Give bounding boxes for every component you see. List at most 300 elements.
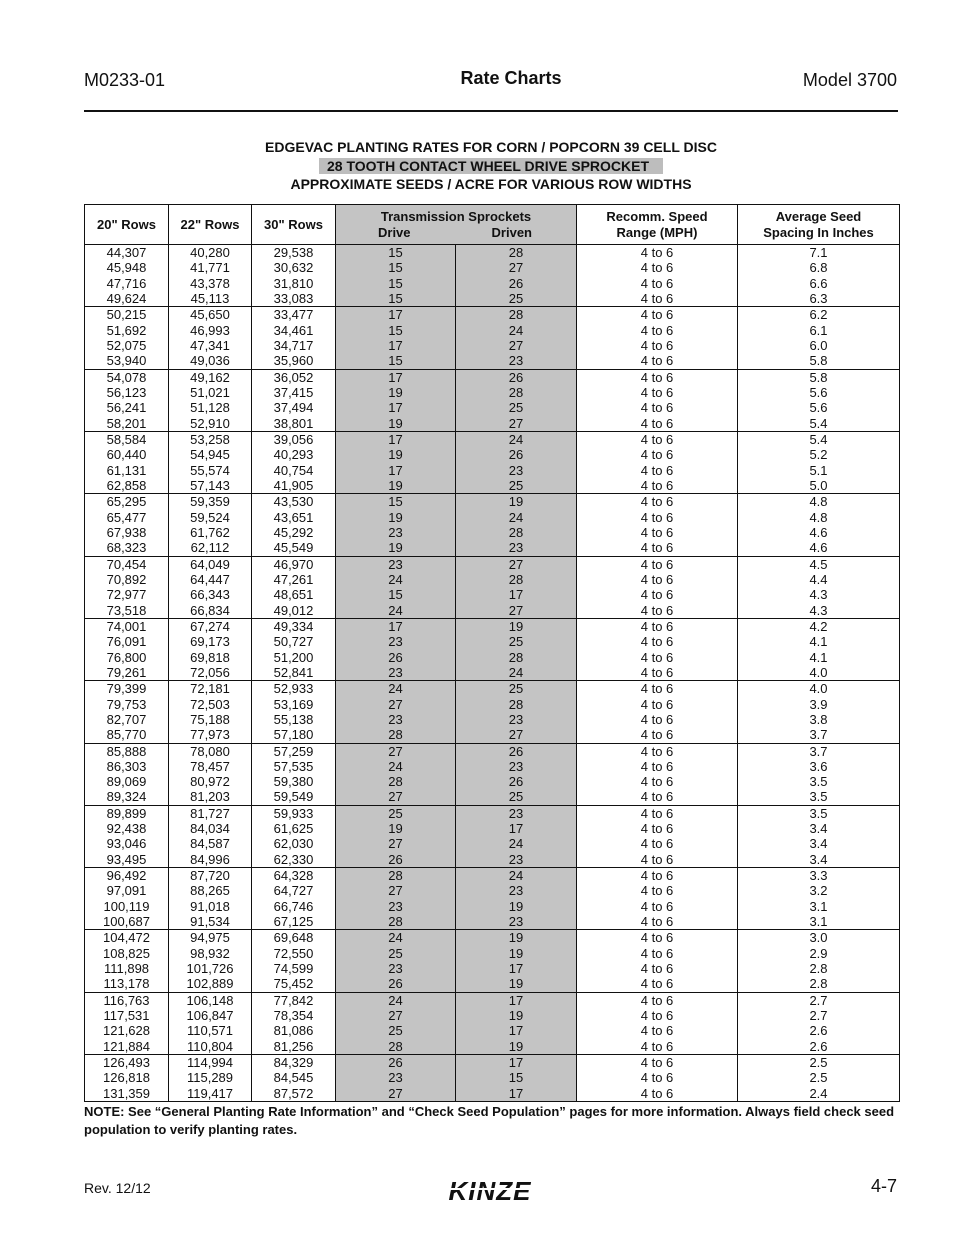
table-row bbox=[85, 400, 900, 415]
cell-rows-20: 117,531 bbox=[85, 1008, 169, 1023]
cell-drive: 17 bbox=[336, 431, 456, 447]
cell-rows-30: 33,083 bbox=[252, 291, 336, 307]
cell-rows-22: 69,173 bbox=[169, 634, 252, 649]
cell-drive: 27 bbox=[336, 789, 456, 805]
cell-spacing: 2.7 bbox=[738, 1008, 900, 1023]
cell-rows-20: 89,899 bbox=[85, 805, 169, 821]
cell-drive: 19 bbox=[336, 385, 456, 400]
cell-speed: 4 to 6 bbox=[577, 976, 738, 992]
cell-spacing: 4.8 bbox=[738, 494, 900, 510]
cell-speed: 4 to 6 bbox=[577, 603, 738, 619]
table-row bbox=[85, 291, 900, 307]
cell-rows-22: 51,021 bbox=[169, 385, 252, 400]
cell-driven: 17 bbox=[456, 1023, 577, 1038]
cell-rows-20: 111,898 bbox=[85, 961, 169, 976]
cell-rows-20: 121,628 bbox=[85, 1023, 169, 1038]
cell-spacing: 3.1 bbox=[738, 899, 900, 914]
cell-driven: 19 bbox=[456, 976, 577, 992]
table-row bbox=[85, 665, 900, 681]
cell-rows-20: 100,687 bbox=[85, 914, 169, 930]
cell-spacing: 3.3 bbox=[738, 868, 900, 884]
cell-rows-22: 114,994 bbox=[169, 1055, 252, 1071]
caption-line-2: 28 TOOTH CONTACT WHEEL DRIVE SPROCKET bbox=[319, 158, 663, 174]
table-row bbox=[85, 743, 900, 759]
cell-rows-22: 115,289 bbox=[169, 1070, 252, 1085]
cell-rows-22: 110,804 bbox=[169, 1039, 252, 1055]
cell-drive: 27 bbox=[336, 836, 456, 851]
cell-rows-30: 72,550 bbox=[252, 946, 336, 961]
cell-driven: 23 bbox=[456, 759, 577, 774]
cell-spacing: 2.4 bbox=[738, 1086, 900, 1102]
cell-driven: 17 bbox=[456, 992, 577, 1008]
cell-rows-22: 62,112 bbox=[169, 540, 252, 556]
cell-drive: 19 bbox=[336, 416, 456, 432]
table-row bbox=[85, 1023, 900, 1038]
table-row bbox=[85, 789, 900, 805]
table-row bbox=[85, 556, 900, 572]
table-row bbox=[85, 540, 900, 556]
cell-driven: 25 bbox=[456, 634, 577, 649]
table-row bbox=[85, 478, 900, 494]
table-row bbox=[85, 868, 900, 884]
cell-rows-20: 73,518 bbox=[85, 603, 169, 619]
cell-speed: 4 to 6 bbox=[577, 416, 738, 432]
cell-spacing: 3.1 bbox=[738, 914, 900, 930]
cell-driven: 26 bbox=[456, 369, 577, 385]
cell-spacing: 7.1 bbox=[738, 245, 900, 261]
cell-speed: 4 to 6 bbox=[577, 992, 738, 1008]
table-row bbox=[85, 821, 900, 836]
cell-drive: 28 bbox=[336, 774, 456, 789]
cell-driven: 28 bbox=[456, 525, 577, 540]
cell-driven: 17 bbox=[456, 821, 577, 836]
cell-rows-30: 57,259 bbox=[252, 743, 336, 759]
cell-rows-22: 49,036 bbox=[169, 353, 252, 369]
cell-rows-20: 108,825 bbox=[85, 946, 169, 961]
page-number: 4-7 bbox=[870, 1176, 897, 1196]
cell-speed: 4 to 6 bbox=[577, 540, 738, 556]
cell-driven: 26 bbox=[456, 743, 577, 759]
cell-rows-20: 52,075 bbox=[85, 338, 169, 353]
cell-rows-20: 45,948 bbox=[85, 260, 169, 275]
cell-spacing: 2.5 bbox=[738, 1055, 900, 1071]
header-seed-spacing: Average Seed Spacing In Inches bbox=[738, 205, 900, 245]
cell-rows-22: 67,274 bbox=[169, 618, 252, 634]
header-30-rows: 30" Rows bbox=[252, 205, 336, 245]
cell-rows-30: 49,012 bbox=[252, 603, 336, 619]
table-header-row bbox=[85, 205, 900, 245]
cell-rows-30: 84,545 bbox=[252, 1070, 336, 1085]
page-title: Rate Charts bbox=[460, 68, 562, 88]
cell-rows-22: 81,727 bbox=[169, 805, 252, 821]
cell-rows-20: 67,938 bbox=[85, 525, 169, 540]
cell-rows-22: 46,993 bbox=[169, 323, 252, 338]
cell-speed: 4 to 6 bbox=[577, 276, 738, 291]
cell-drive: 15 bbox=[336, 587, 456, 602]
cell-driven: 17 bbox=[456, 587, 577, 602]
cell-speed: 4 to 6 bbox=[577, 961, 738, 976]
cell-rows-30: 34,717 bbox=[252, 338, 336, 353]
cell-drive: 23 bbox=[336, 712, 456, 727]
cell-speed: 4 to 6 bbox=[577, 260, 738, 275]
cell-spacing: 2.5 bbox=[738, 1070, 900, 1085]
cell-driven: 17 bbox=[456, 1055, 577, 1071]
header-22-rows: 22" Rows bbox=[169, 205, 252, 245]
cell-drive: 17 bbox=[336, 369, 456, 385]
cell-spacing: 6.3 bbox=[738, 291, 900, 307]
cell-rows-22: 59,359 bbox=[169, 494, 252, 510]
cell-spacing: 2.6 bbox=[738, 1023, 900, 1038]
cell-drive: 17 bbox=[336, 307, 456, 323]
cell-driven: 26 bbox=[456, 276, 577, 291]
cell-rows-20: 72,977 bbox=[85, 587, 169, 602]
table-row bbox=[85, 525, 900, 540]
cell-speed: 4 to 6 bbox=[577, 587, 738, 602]
cell-rows-30: 30,632 bbox=[252, 260, 336, 275]
table-row bbox=[85, 946, 900, 961]
cell-driven: 27 bbox=[456, 260, 577, 275]
cell-speed: 4 to 6 bbox=[577, 353, 738, 369]
cell-spacing: 2.6 bbox=[738, 1039, 900, 1055]
cell-rows-30: 43,651 bbox=[252, 510, 336, 525]
cell-speed: 4 to 6 bbox=[577, 1070, 738, 1085]
cell-rows-20: 65,295 bbox=[85, 494, 169, 510]
cell-driven: 24 bbox=[456, 665, 577, 681]
cell-rows-20: 92,438 bbox=[85, 821, 169, 836]
table-row bbox=[85, 447, 900, 462]
cell-driven: 28 bbox=[456, 245, 577, 261]
cell-driven: 23 bbox=[456, 883, 577, 898]
cell-speed: 4 to 6 bbox=[577, 774, 738, 789]
cell-rows-30: 55,138 bbox=[252, 712, 336, 727]
cell-rows-22: 41,771 bbox=[169, 260, 252, 275]
cell-rows-20: 85,888 bbox=[85, 743, 169, 759]
cell-spacing: 3.7 bbox=[738, 743, 900, 759]
cell-rows-20: 76,800 bbox=[85, 650, 169, 665]
table-row bbox=[85, 712, 900, 727]
cell-rows-22: 106,847 bbox=[169, 1008, 252, 1023]
kinze-logo bbox=[430, 1176, 550, 1206]
cell-spacing: 5.8 bbox=[738, 353, 900, 369]
cell-rows-22: 102,889 bbox=[169, 976, 252, 992]
footnote: NOTE: See “General Planting Rate Information” and “Check Seed Population” pages for more information. Always field check seed population to verify planting rates. bbox=[84, 1104, 895, 1137]
cell-spacing: 5.6 bbox=[738, 400, 900, 415]
svg-text:KINZE: KINZE bbox=[448, 1176, 532, 1206]
cell-rows-22: 64,049 bbox=[169, 556, 252, 572]
cell-rows-30: 77,842 bbox=[252, 992, 336, 1008]
cell-rows-20: 62,858 bbox=[85, 478, 169, 494]
cell-rows-22: 81,203 bbox=[169, 789, 252, 805]
cell-speed: 4 to 6 bbox=[577, 400, 738, 415]
table-row bbox=[85, 852, 900, 868]
cell-rows-22: 54,945 bbox=[169, 447, 252, 462]
cell-speed: 4 to 6 bbox=[577, 650, 738, 665]
cell-rows-22: 57,143 bbox=[169, 478, 252, 494]
table-row bbox=[85, 883, 900, 898]
cell-drive: 19 bbox=[336, 540, 456, 556]
cell-driven: 17 bbox=[456, 1086, 577, 1102]
revision-label: Rev. 12/12 bbox=[84, 1180, 151, 1196]
cell-rows-30: 36,052 bbox=[252, 369, 336, 385]
cell-spacing: 3.2 bbox=[738, 883, 900, 898]
cell-spacing: 5.1 bbox=[738, 463, 900, 478]
cell-speed: 4 to 6 bbox=[577, 899, 738, 914]
cell-rows-22: 78,457 bbox=[169, 759, 252, 774]
cell-speed: 4 to 6 bbox=[577, 852, 738, 868]
table-row bbox=[85, 1039, 900, 1055]
cell-speed: 4 to 6 bbox=[577, 712, 738, 727]
table-row bbox=[85, 634, 900, 649]
cell-spacing: 4.8 bbox=[738, 510, 900, 525]
cell-driven: 24 bbox=[456, 868, 577, 884]
cell-drive: 23 bbox=[336, 961, 456, 976]
cell-driven: 27 bbox=[456, 603, 577, 619]
cell-driven: 25 bbox=[456, 681, 577, 697]
cell-speed: 4 to 6 bbox=[577, 868, 738, 884]
cell-drive: 19 bbox=[336, 447, 456, 462]
cell-speed: 4 to 6 bbox=[577, 914, 738, 930]
cell-speed: 4 to 6 bbox=[577, 1039, 738, 1055]
cell-spacing: 3.5 bbox=[738, 789, 900, 805]
cell-rows-30: 47,261 bbox=[252, 572, 336, 587]
table-row bbox=[85, 930, 900, 946]
cell-rows-20: 86,303 bbox=[85, 759, 169, 774]
cell-driven: 15 bbox=[456, 1070, 577, 1085]
cell-drive: 17 bbox=[336, 463, 456, 478]
header-speed-range: Recomm. Speed Range (MPH) bbox=[577, 205, 738, 245]
cell-speed: 4 to 6 bbox=[577, 634, 738, 649]
cell-rows-30: 81,086 bbox=[252, 1023, 336, 1038]
table-row bbox=[85, 494, 900, 510]
cell-rows-22: 43,378 bbox=[169, 276, 252, 291]
cell-drive: 27 bbox=[336, 1086, 456, 1102]
cell-rows-22: 61,762 bbox=[169, 525, 252, 540]
cell-rows-22: 72,503 bbox=[169, 697, 252, 712]
cell-rows-30: 59,549 bbox=[252, 789, 336, 805]
cell-driven: 23 bbox=[456, 712, 577, 727]
cell-drive: 26 bbox=[336, 1055, 456, 1071]
cell-rows-30: 52,841 bbox=[252, 665, 336, 681]
cell-speed: 4 to 6 bbox=[577, 1008, 738, 1023]
table-row bbox=[85, 1055, 900, 1071]
cell-spacing: 6.6 bbox=[738, 276, 900, 291]
cell-rows-20: 58,584 bbox=[85, 431, 169, 447]
header-20-rows: 20" Rows bbox=[85, 205, 169, 245]
cell-drive: 19 bbox=[336, 510, 456, 525]
cell-speed: 4 to 6 bbox=[577, 291, 738, 307]
cell-rows-22: 55,574 bbox=[169, 463, 252, 478]
table-row bbox=[85, 510, 900, 525]
cell-speed: 4 to 6 bbox=[577, 789, 738, 805]
cell-rows-20: 61,131 bbox=[85, 463, 169, 478]
table-row bbox=[85, 618, 900, 634]
cell-rows-22: 72,056 bbox=[169, 665, 252, 681]
cell-drive: 17 bbox=[336, 618, 456, 634]
cell-drive: 15 bbox=[336, 260, 456, 275]
cell-drive: 26 bbox=[336, 650, 456, 665]
cell-rows-20: 50,215 bbox=[85, 307, 169, 323]
table-row bbox=[85, 587, 900, 602]
cell-rows-20: 79,261 bbox=[85, 665, 169, 681]
cell-drive: 15 bbox=[336, 276, 456, 291]
cell-spacing: 6.1 bbox=[738, 323, 900, 338]
cell-drive: 15 bbox=[336, 353, 456, 369]
cell-rows-20: 68,323 bbox=[85, 540, 169, 556]
cell-driven: 23 bbox=[456, 353, 577, 369]
table-row bbox=[85, 759, 900, 774]
cell-drive: 28 bbox=[336, 914, 456, 930]
cell-speed: 4 to 6 bbox=[577, 463, 738, 478]
cell-speed: 4 to 6 bbox=[577, 447, 738, 462]
cell-spacing: 3.4 bbox=[738, 821, 900, 836]
table-row bbox=[85, 338, 900, 353]
cell-rows-22: 84,587 bbox=[169, 836, 252, 851]
cell-rows-20: 100,119 bbox=[85, 899, 169, 914]
header-rule bbox=[84, 110, 898, 112]
table-row bbox=[85, 899, 900, 914]
cell-driven: 23 bbox=[456, 852, 577, 868]
cell-drive: 15 bbox=[336, 323, 456, 338]
cell-rows-20: 70,454 bbox=[85, 556, 169, 572]
cell-rows-20: 51,692 bbox=[85, 323, 169, 338]
cell-rows-30: 37,415 bbox=[252, 385, 336, 400]
cell-rows-22: 91,018 bbox=[169, 899, 252, 914]
cell-speed: 4 to 6 bbox=[577, 323, 738, 338]
cell-speed: 4 to 6 bbox=[577, 759, 738, 774]
cell-drive: 23 bbox=[336, 556, 456, 572]
cell-speed: 4 to 6 bbox=[577, 836, 738, 851]
cell-rows-22: 75,188 bbox=[169, 712, 252, 727]
cell-speed: 4 to 6 bbox=[577, 1055, 738, 1071]
cell-speed: 4 to 6 bbox=[577, 681, 738, 697]
table-row bbox=[85, 416, 900, 432]
cell-rows-30: 43,530 bbox=[252, 494, 336, 510]
table-row bbox=[85, 307, 900, 323]
cell-driven: 19 bbox=[456, 1039, 577, 1055]
cell-spacing: 3.0 bbox=[738, 930, 900, 946]
cell-rows-22: 51,128 bbox=[169, 400, 252, 415]
cell-drive: 27 bbox=[336, 697, 456, 712]
cell-rows-30: 62,030 bbox=[252, 836, 336, 851]
cell-rows-30: 53,169 bbox=[252, 697, 336, 712]
cell-rows-20: 126,493 bbox=[85, 1055, 169, 1071]
cell-rows-30: 74,599 bbox=[252, 961, 336, 976]
cell-rows-30: 84,329 bbox=[252, 1055, 336, 1071]
cell-rows-22: 101,726 bbox=[169, 961, 252, 976]
cell-speed: 4 to 6 bbox=[577, 743, 738, 759]
cell-rows-30: 35,960 bbox=[252, 353, 336, 369]
cell-rows-20: 54,078 bbox=[85, 369, 169, 385]
cell-spacing: 3.9 bbox=[738, 697, 900, 712]
cell-rows-30: 64,328 bbox=[252, 868, 336, 884]
table-row bbox=[85, 276, 900, 291]
table-row bbox=[85, 603, 900, 619]
cell-rows-30: 41,905 bbox=[252, 478, 336, 494]
cell-rows-20: 53,940 bbox=[85, 353, 169, 369]
table-row bbox=[85, 260, 900, 275]
table-row bbox=[85, 385, 900, 400]
cell-drive: 15 bbox=[336, 291, 456, 307]
cell-rows-30: 59,380 bbox=[252, 774, 336, 789]
cell-driven: 24 bbox=[456, 323, 577, 338]
cell-rows-20: 113,178 bbox=[85, 976, 169, 992]
cell-rows-30: 45,292 bbox=[252, 525, 336, 540]
cell-driven: 27 bbox=[456, 338, 577, 353]
cell-rows-20: 89,069 bbox=[85, 774, 169, 789]
cell-rows-30: 81,256 bbox=[252, 1039, 336, 1055]
cell-driven: 23 bbox=[456, 914, 577, 930]
cell-drive: 28 bbox=[336, 727, 456, 743]
cell-drive: 15 bbox=[336, 245, 456, 261]
cell-rows-22: 78,080 bbox=[169, 743, 252, 759]
cell-rows-20: 70,892 bbox=[85, 572, 169, 587]
cell-rows-30: 66,746 bbox=[252, 899, 336, 914]
cell-driven: 23 bbox=[456, 463, 577, 478]
table-caption bbox=[84, 138, 898, 194]
cell-driven: 23 bbox=[456, 540, 577, 556]
cell-rows-30: 49,334 bbox=[252, 618, 336, 634]
cell-rows-30: 45,549 bbox=[252, 540, 336, 556]
cell-spacing: 3.8 bbox=[738, 712, 900, 727]
cell-rows-30: 78,354 bbox=[252, 1008, 336, 1023]
cell-rows-20: 85,770 bbox=[85, 727, 169, 743]
cell-spacing: 4.4 bbox=[738, 572, 900, 587]
cell-driven: 26 bbox=[456, 774, 577, 789]
table-row bbox=[85, 245, 900, 261]
cell-drive: 23 bbox=[336, 899, 456, 914]
cell-speed: 4 to 6 bbox=[577, 821, 738, 836]
cell-driven: 19 bbox=[456, 1008, 577, 1023]
cell-driven: 28 bbox=[456, 650, 577, 665]
table-row bbox=[85, 914, 900, 930]
table-row bbox=[85, 697, 900, 712]
cell-drive: 25 bbox=[336, 1023, 456, 1038]
cell-rows-30: 69,648 bbox=[252, 930, 336, 946]
cell-spacing: 3.4 bbox=[738, 852, 900, 868]
cell-driven: 25 bbox=[456, 789, 577, 805]
cell-spacing: 3.5 bbox=[738, 774, 900, 789]
cell-spacing: 4.1 bbox=[738, 650, 900, 665]
cell-rows-22: 45,650 bbox=[169, 307, 252, 323]
cell-rows-22: 119,417 bbox=[169, 1086, 252, 1102]
cell-driven: 19 bbox=[456, 899, 577, 914]
table-row bbox=[85, 463, 900, 478]
cell-spacing: 4.1 bbox=[738, 634, 900, 649]
cell-drive: 15 bbox=[336, 494, 456, 510]
cell-rows-22: 98,932 bbox=[169, 946, 252, 961]
cell-rows-20: 60,440 bbox=[85, 447, 169, 462]
cell-speed: 4 to 6 bbox=[577, 665, 738, 681]
cell-rows-20: 126,818 bbox=[85, 1070, 169, 1085]
cell-drive: 24 bbox=[336, 759, 456, 774]
cell-rows-22: 84,996 bbox=[169, 852, 252, 868]
cell-rows-30: 52,933 bbox=[252, 681, 336, 697]
table-row bbox=[85, 650, 900, 665]
cell-driven: 25 bbox=[456, 478, 577, 494]
cell-driven: 24 bbox=[456, 431, 577, 447]
table-body bbox=[85, 245, 900, 1102]
cell-rows-30: 59,933 bbox=[252, 805, 336, 821]
cell-rows-20: 121,884 bbox=[85, 1039, 169, 1055]
cell-spacing: 4.0 bbox=[738, 665, 900, 681]
cell-speed: 4 to 6 bbox=[577, 727, 738, 743]
cell-rows-20: 79,753 bbox=[85, 697, 169, 712]
cell-driven: 28 bbox=[456, 307, 577, 323]
cell-driven: 24 bbox=[456, 510, 577, 525]
cell-speed: 4 to 6 bbox=[577, 338, 738, 353]
cell-spacing: 4.6 bbox=[738, 540, 900, 556]
cell-drive: 23 bbox=[336, 634, 456, 649]
